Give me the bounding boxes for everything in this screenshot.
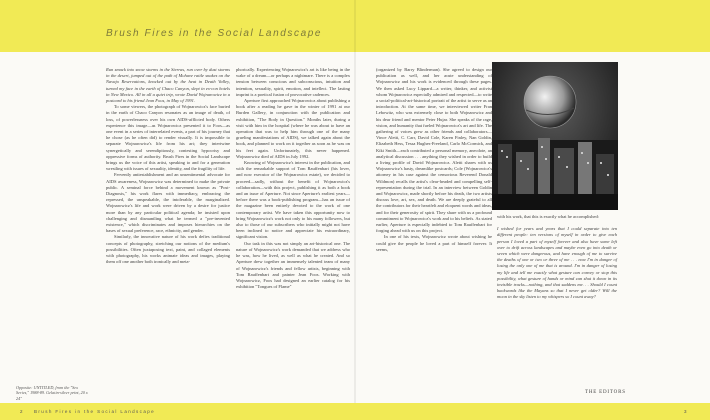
- page-gutter: [354, 0, 356, 420]
- running-title: Brush Fires in the Social Landscape: [34, 409, 156, 414]
- paragraph: phorically. Experiencing Wojnarowicz's art is like being in the wake of a dream—or perhaps a nightmare. There is a complex tension between conscious and subconscious, intuition and intention, sexuality, spirit, emotion, and intellect. The lasting imprint is a poetical fusion of provocative cadences.: [236, 67, 350, 97]
- signature: THE EDITORS: [585, 390, 626, 395]
- paragraph: (organized by Barry Blinderman). She agreed to design our publication as well, and her acute understanding of Wojnarowicz and his work is evidenced through these pages. We then asked Lucy Lippard—a writer, thinker, and activist whom Wojnarowicz especially admired and respected—to write a social-political-art-historical portrait of the artist to serve as an introduction. At the same time, we interviewed writer Fran Lebowitz, who was extremely close to both Wojnarowicz and his dear friend and mentor Peter Hujar. She speaks of the rage, vision, and humanity that fueled Wojnarowicz's art and life. The gathering of voices grew as other friends and collaborators—Vince Aletti, C. Carr, David Cole, Karen Finley, Nan Goldin, Elizabeth Hess, Tessa Hughes-Freeland, Carlo McCormick, and Kiki Smith—each contributed a personal memory, anecdote, an analytical discussion . . . anything they wished in order to build a living profile of David Wojnarowicz. Aletti shares with us Wojnarowicz's hasty, dreamlike postcards; Cole (Wojnarowicz's attorney in his case against the censorious Reverend Donald Wildmon) recalls the artist's clear-headed and compelling self-representation during the trial. In an interview between Goldin and Wojnarowicz, made shortly before his death, the two artists discuss love, art, sex, and death. We are deeply grateful to all the contributors for their heartfelt and eloquent words and ideas, and for their generosity of spirit. They share with us a profound commitment to Wojnarowicz's work and to his beliefs. As stated earlier, Aperture is especially indebted to Tom Rauffenbart for forging ahead with us on this project.: [376, 67, 492, 234]
- page-number-left: 2: [20, 409, 23, 414]
- footer-band-right: [355, 403, 710, 420]
- spread-title: Brush Fires in the Social Landscape: [106, 28, 323, 39]
- paragraph: Knowing of Wojnarowicz's interest in the publication, and with the remarkable support of Tom Rauffenbart (his lover, and now executor of the Wojnarowicz estate), we decided to proceed—sadly, without the benefit of Wojnarowicz's collaboration—with this project, publishing it as both a book and an issue of Aperture. Not since Aperture's earliest years—before there was a book-publishing program—has an issue of the magazine been entirely devoted to the work of one contemporary artist. We have taken this opportunity now to bring Wojnarowicz's work not only to his many followers, but also to those of our subscribers who initially might not have been inclined to notice and appreciate his extraordinary, significant vision.: [236, 160, 350, 240]
- page-number-right: 3: [684, 409, 687, 414]
- paragraph: Aperture first approached Wojnarowicz about publishing a book after a reading he gave in the winter of 1991 at our Burden Gallery, in conjunction with the publication and exhibition, "The Body in Question." Months later, during a visit with him in the hospital (where he was about to have an operation that was to help him through one of the many grueling manifestations of AIDS), we talked again about the book, and planned to work on it together as soon as he was on his feet again. Unfortunately, this never happened. Wojnarowicz died of AIDS in July 1992.: [236, 98, 350, 159]
- paragraph: To some viewers, the photograph of Wojnarowicz's face buried in the earth of Chaco Canyon resonates as an image of death, of loss, of powerlessness over his own AIDS-afflicted body. Others experience this image—as Wojnarowicz presented it to Foos—as one event in a series of interrelated events, a part of his journey that he chose (as he often did) to render visually. It is impossible to separate Wojnarowicz's life from his art; they intertwine synergetically and serendipitously, contesting hypocrisy and oppressive forms of authority. Brush Fires in the Social Landscape brings us the voice of this artist, speaking to and for a generation wrestling with issues of sexuality, identity, and the fragility of life.: [106, 104, 230, 172]
- quotation: I wished for years and years that I could separate into ten different people: ten versions of myself in order to give each person I loved a part of myself forever and also have some left over to drift across landscapes and maybe even go into death or seven which were dangerous, and have enough of me to survive the deaths of one or two or three of me . . . now I'm in danger of losing the only one of me that is around. I'm in danger of losing my life and tell me exactly what gesture can convey or stop this possibility, what gesture of hands or mind can shut it down in its invisible tracks—nothing, and that saddens me. . . Should I count backwards like the Mayans so that I never get older? Will the moon in the sky listen to my whispers so I count away?: [497, 226, 617, 300]
- paragraph: Run smack into snow storms in the Sierras, run over by dust storms in the desert, jumped out of the path of Mohave rattle snakes on the Navajo Reservations, knocked out by the heat in Death Valley, turned my face in the earth of Chaco Canyon, slept in ex-con hotels in New Mexico. All in all a quiet trip, wrote David Wojnarowicz in a postcard to his friend Jean Foos, in May of 1991.: [106, 67, 230, 104]
- paragraph: In one of his texts, Wojnarowicz wrote about wishing he could give the people he loved a part of himself forever. It seems,: [376, 234, 492, 252]
- cityscape-photo: [492, 62, 618, 210]
- paragraph: Similarly, the innovative nature of his work defies traditional concepts of photography, stretching our notions of the medium's possibilities. Often juxtaposing text, paint, and collaged elements with photography, his works animate ideas and images, playing them off one another both ironically and meta-: [106, 234, 230, 265]
- text-column-2: [236, 67, 350, 290]
- photo-caption: Opposite: UNTITLED, from the "Sex Series," 1988-89. Gelatin-silver print, 20 x 24": [16, 385, 88, 401]
- text-column-3: [376, 67, 492, 253]
- paragraph: Fervently antiestablishment and an unsentimental advocate for AIDS awareness, Wojnarowicz was determined to make the private public. A seminal force behind a movement known as "Post-Diagnosis," his work flares with immediacy, embracing the repressed, the unspeakable, the intolerable, the marginalized. Wojnarowicz's life and work were driven by a desire for justice more than by any particular political agenda; he insisted upon challenging and dismantling what he termed a "pre-invented existence," which discriminates and imposes hierarchies on the bases of sexual preference, race, ethnicity, and gender.: [106, 172, 230, 234]
- text-column-1: [106, 67, 230, 266]
- text-column-4: [497, 214, 617, 301]
- paragraph: Our task in this was not simply an art-historical one. The nature of Wojnarowicz's work demanded that we address who he was, how he lived, as well as what he created. And so Aperture drew together an immensely talented team of many of Wojnarowicz's friends and fellow artists, beginning with Tom Rauffenbart and painter Jean Foos. Working with Wojnarowicz, Foos had designed an earlier catalog for his exhibition "Tongues of Flame": [236, 240, 350, 290]
- paragraph: with his work, that this is exactly what he accomplished:: [497, 214, 599, 219]
